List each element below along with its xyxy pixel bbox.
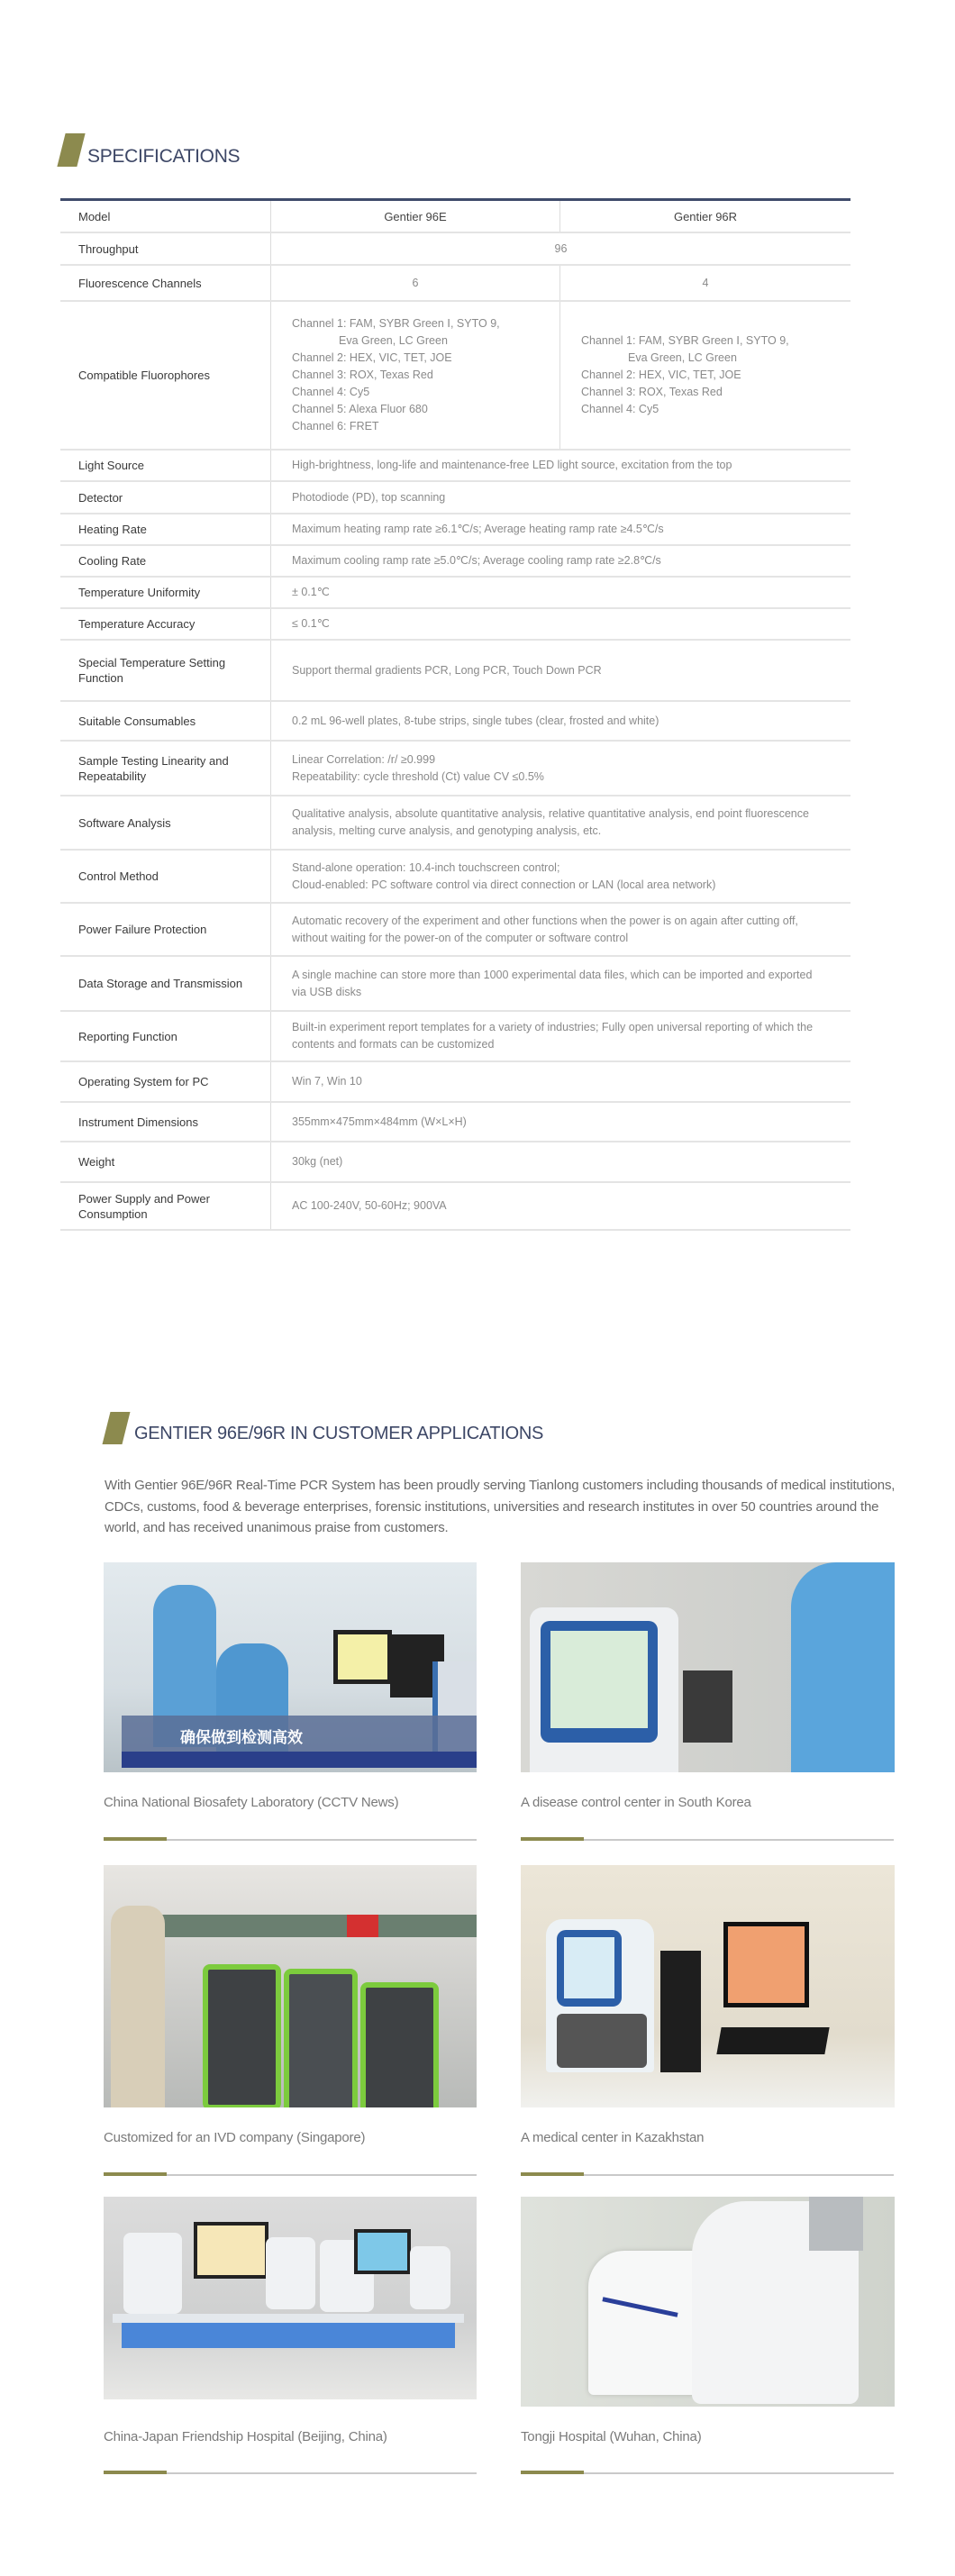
card-caption: A disease control center in South Korea [521,1795,751,1810]
card-caption: China-Japan Friendship Hospital (Beijing, China) [104,2429,387,2444]
section-marker-icon [57,133,85,167]
spec-value-line: Channel 3: ROX, Texas Red [581,386,723,398]
spec-row [60,546,850,578]
spec-value-line: Channel 6: FRET [292,420,379,432]
spec-row [60,904,850,957]
spec-value-line: Channel 3: ROX, Texas Red [292,369,433,381]
spec-label: Weight [60,1142,271,1181]
spec-row [60,266,850,302]
photo-tongji-hospital [521,2197,895,2407]
spec-row [60,451,850,482]
table-header-row [60,201,850,233]
spec-value: AC 100-240V, 50-60Hz; 900VA [292,1199,447,1212]
spec-value: 96 [554,241,568,255]
spec-label: Throughput [60,233,271,264]
spec-row [60,514,850,546]
spec-row [60,609,850,641]
spec-value: Built-in experiment report templates for a variety of industries; Fully open universal reporting of which the contents and formats can be customized [292,1021,814,1051]
spec-value-line: Channel 1: FAM, SYBR Green Ⅰ, SYTO 9, [581,334,789,347]
spec-value: 0.2 mL 96-well plates, 8-tube strips, single tubes (clear, frosted and white) [292,714,659,727]
spec-label: Cooling Rate [60,546,271,576]
spec-row [60,482,850,514]
spec-value-col2: 4 [702,276,709,289]
card-caption: A medical center in Kazakhstan [521,2130,705,2145]
spec-value-line: Channel 5: Alexa Fluor 680 [292,403,428,415]
specifications-table [60,198,850,1231]
spec-value: Win 7, Win 10 [292,1075,362,1088]
spec-value: Maximum cooling ramp rate ≥5.0℃/s; Average cooling ramp rate ≥2.8℃/s [292,554,661,567]
photo-kazakhstan-medical-center [521,1865,895,2107]
spec-label: Data Storage and Transmission [60,957,271,1010]
spec-value-line: Cloud-enabled: PC software control via direct connection or LAN (local area network) [292,878,716,891]
photo-disease-control-center [521,1562,895,1772]
card-caption: China National Biosafety Laboratory (CCTV News) [104,1795,399,1810]
card-divider [104,2174,477,2176]
spec-row [60,957,850,1012]
spec-value: Automatic recovery of the experiment and other functions when the power is on again after cutting off, without waiting for the power-on of the computer or software control [292,914,798,944]
photo-china-japan-hospital [104,2197,477,2399]
header-col-96r: Gentier 96R [673,209,738,223]
spec-value-line: Eva Green, LC Green [628,351,737,364]
spec-value-line: Channel 1: FAM, SYBR Green Ⅰ, SYTO 9, [292,317,500,330]
spec-value: Support thermal gradients PCR, Long PCR, Touch Down PCR [292,663,602,677]
spec-value: Qualitative analysis, absolute quantitative analysis, relative quantitative analysis, end point fluorescence analysis, melting curve analysis, and genotyping analysis, etc. [292,807,809,837]
specifications-title: SPECIFICATIONS [87,146,241,167]
spec-value-line: Linear Correlation: /r/ ≥0.999 [292,752,436,766]
spec-label: Instrument Dimensions [60,1103,271,1141]
spec-label: Fluorescence Channels [60,266,271,300]
spec-label: Operating System for PC [60,1062,271,1101]
photo-biosafety-lab [104,1562,477,1772]
spec-value-line: Eva Green, LC Green [339,334,448,347]
spec-value-col1: 6 [271,266,560,300]
spec-row [60,578,850,609]
spec-row [60,702,850,742]
spec-value: 355mm×475mm×484mm (W×L×H) [292,1115,467,1128]
spec-value: Photodiode (PD), top scanning [292,490,446,504]
header-col-96e: Gentier 96E [271,201,560,232]
spec-label: Heating Rate [60,514,271,544]
card-caption: Tongji Hospital (Wuhan, China) [521,2429,702,2444]
spec-value-line: Channel 2: HEX, VIC, TET, JOE [292,351,452,364]
card-divider [521,1839,894,1841]
card-divider [104,1839,477,1841]
spec-label: Compatible Fluorophores [60,302,271,449]
section-marker-icon [103,1412,131,1444]
spec-value [271,742,850,795]
spec-label: Suitable Consumables [60,702,271,740]
spec-value [271,851,850,902]
card-caption: Customized for an IVD company (Singapore) [104,2130,366,2145]
spec-value: High-brightness, long-life and maintenance-free LED light source, excitation from the top [292,459,732,471]
card-divider [521,2472,894,2474]
spec-value: Maximum heating ramp rate ≥6.1℃/s; Average heating ramp rate ≥4.5℃/s [292,523,664,535]
spec-value: ≤ 0.1℃ [292,617,330,630]
spec-row [60,1012,850,1062]
spec-row [60,1142,850,1183]
spec-row [60,742,850,796]
spec-row [60,302,850,451]
news-caption-overlay: 确保做到检测高效 [180,1729,303,1747]
spec-label: Control Method [60,851,271,902]
spec-value [271,302,560,449]
spec-label: Special Temperature Setting Function [60,641,271,700]
spec-label: Sample Testing Linearity and Repeatability [60,742,271,795]
spec-label: Software Analysis [60,796,271,849]
spec-label: Power Supply and Power Consumption [60,1183,271,1229]
spec-value [560,302,850,449]
spec-value: ± 0.1℃ [292,586,330,598]
card-divider [104,2472,477,2474]
spec-row [60,641,850,702]
spec-row [60,851,850,904]
spec-label: Light Source [60,451,271,480]
spec-label: Detector [60,482,271,513]
spec-value-line: Stand-alone operation: 10.4-inch touchscreen control; [292,860,560,874]
applications-intro: With Gentier 96E/96R Real-Time PCR System has been proudly serving Tianlong customers including thousands of medical institutions, CDCs, customs, food & beverage enterprises, forensic institutions, universities and research institutes in over 50 countries around the world, and has received unanimous praise from customers. [105,1478,896,1535]
spec-label: Temperature Accuracy [60,609,271,639]
spec-row [60,233,850,266]
spec-value-line: Channel 2: HEX, VIC, TET, JOE [581,369,741,381]
card-divider [521,2174,894,2176]
spec-label: Temperature Uniformity [60,578,271,607]
spec-row [60,796,850,851]
spec-label: Reporting Function [60,1012,271,1060]
spec-value: A single machine can store more than 1000 experimental data files, which can be imported and exported via USB disks [292,968,813,998]
spec-value: 30kg (net) [292,1155,343,1168]
spec-label: Power Failure Protection [60,904,271,955]
spec-row [60,1183,850,1231]
spec-row [60,1062,850,1103]
spec-value-line: Channel 4: Cy5 [581,403,659,415]
photo-ivd-company [104,1865,477,2107]
spec-row [60,1103,850,1142]
applications-title: GENTIER 96E/96R IN CUSTOMER APPLICATIONS [134,1424,544,1443]
spec-value-line: Channel 4: Cy5 [292,386,370,398]
header-label: Model [60,201,271,232]
spec-value-line: Repeatability: cycle threshold (Ct) value CV ≤0.5% [292,769,544,783]
